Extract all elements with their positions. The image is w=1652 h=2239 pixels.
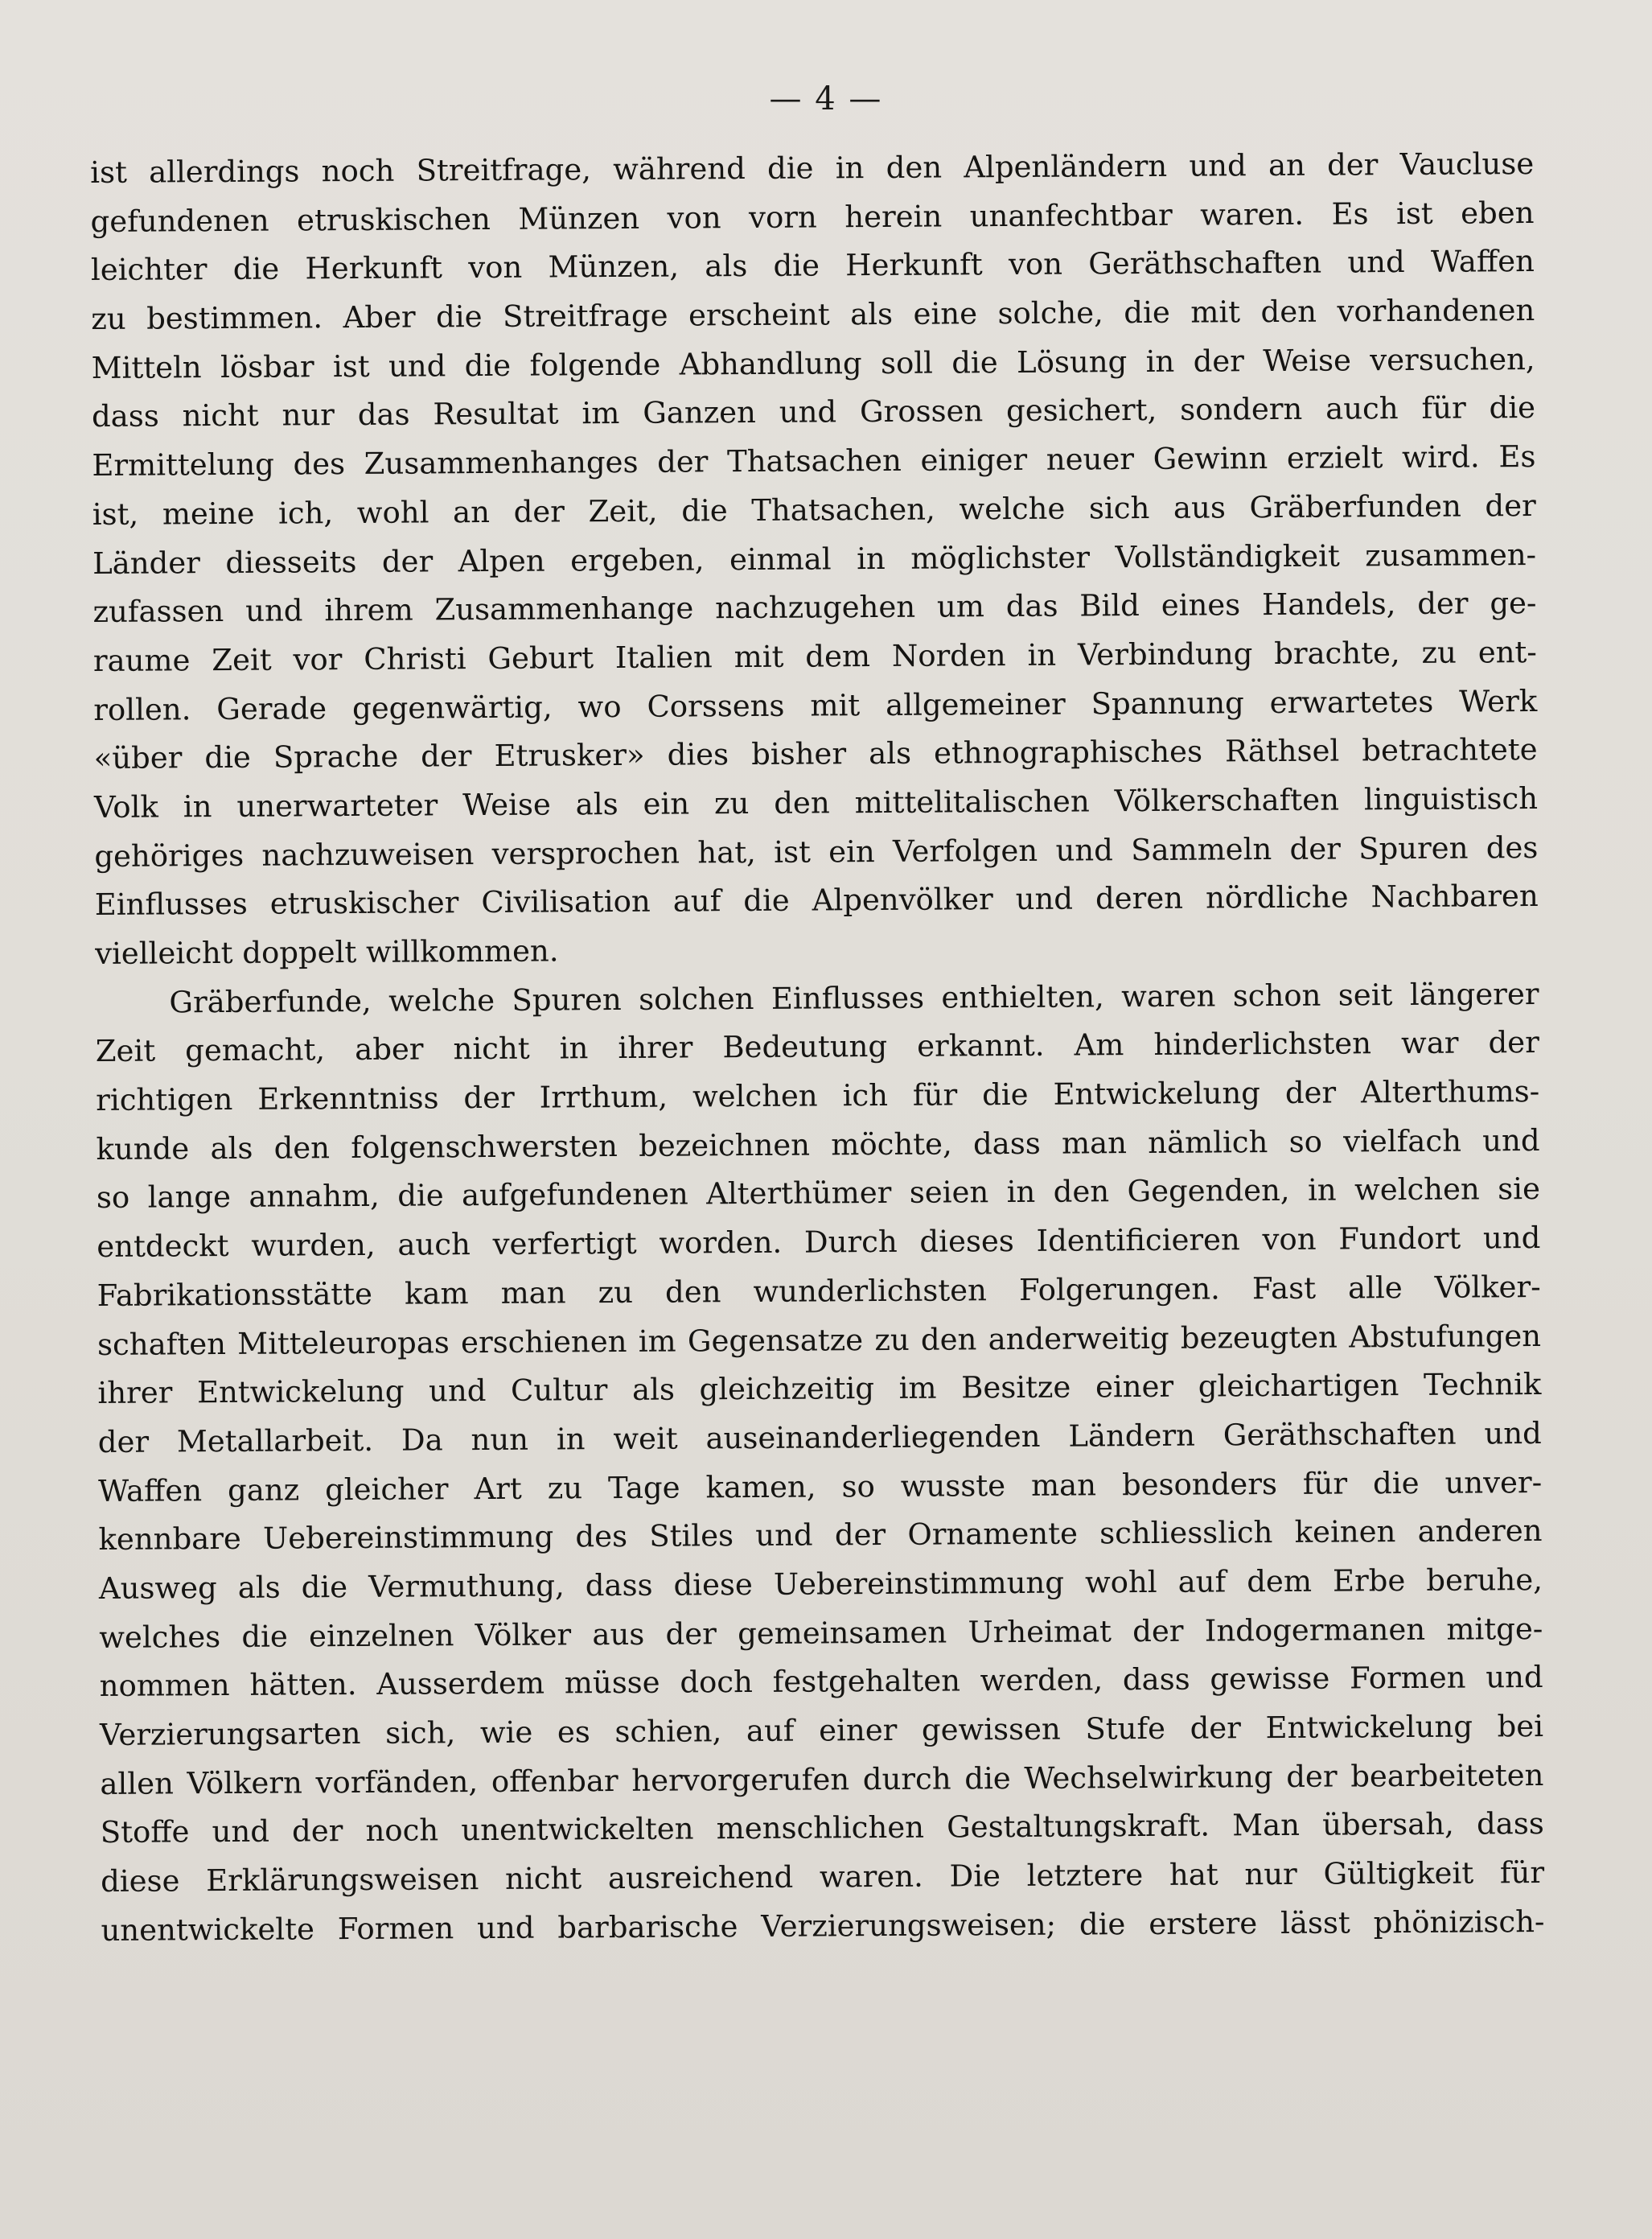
text-line: kunde als den folgenschwersten bezeichnen möchte, dass man nämlich so vielfach und — [96, 1122, 1540, 1167]
text-line: gefundenen etruskischen Münzen von vorn herein unanfechtbar waren. Es ist eben — [90, 195, 1535, 239]
page-number: — 4 — — [769, 80, 883, 117]
text-line: ihrer Entwickelung und Cultur als gleichzeitig im Besitze einer gleichartigen Technik — [97, 1367, 1542, 1411]
text-line: zu bestimmen. Aber die Streitfrage erscheint als eine solche, die mit den vorhandenen — [91, 293, 1535, 337]
text-line: rollen. Gerade gegenwärtig, wo Corssens mit allgemeiner Spannung erwartetes Werk — [93, 683, 1538, 727]
text-line: Einflusses etruskischer Civilisation auf die Alpenvölker und deren nördliche Nachbaren — [94, 879, 1539, 923]
text-line: Ausweg als die Vermuthung, dass diese Uebereinstimmung wohl auf dem Erbe beruhe, — [98, 1562, 1543, 1606]
text-line: Zeit gemacht, aber nicht in ihrer Bedeutung erkannt. Am hinderlichsten war der — [95, 1025, 1539, 1069]
text-line: Volk in unerwarteter Weise als ein zu den mittelitalischen Völkerschaften linguistisch — [93, 780, 1539, 825]
text-line: gehöriges nachzuweisen versprochen hat, ist ein Verfolgen und Sammeln der Spuren des — [94, 829, 1539, 874]
text-line: zufassen und ihrem Zusammenhange nachzugehen um das Bild eines Handels, der ge- — [92, 586, 1537, 630]
text-line: der Metallarbeit. Da nun in weit auseinanderliegenden Ländern Geräthschaften und — [97, 1415, 1542, 1459]
text-line: vielleicht doppelt willkommen. — [94, 933, 559, 971]
text-line: Stoffe und der noch unentwickelten menschlichen Gestaltungskraft. Man übersah, dass — [100, 1806, 1544, 1850]
text-line: ist allerdings noch Streitfrage, während die in den Alpenländern und an der Vaucluse — [90, 146, 1535, 190]
text-line: kennbare Uebereinstimmung des Stiles und der Ornamente schliesslich keinen anderen — [98, 1513, 1543, 1558]
text-line: Fabrikationsstätte kam man zu den wunderlichsten Folgerungen. Fast alle Völker- — [97, 1269, 1541, 1313]
text-line: dass nicht nur das Resultat im Ganzen und Grossen gesichert, sondern auch für die — [91, 390, 1536, 434]
text-line: allen Völkern vorfänden, offenbar hervorgerufen durch die Wechselwirkung der bearbeiteten — [100, 1757, 1544, 1801]
text-line: Waffen ganz gleicher Art zu Tage kamen, so wusste man besonders für die unver- — [98, 1464, 1543, 1508]
text-line: so lange annahm, die aufgefundenen Alterthümer seien in den Gegenden, in welchen sie — [96, 1171, 1541, 1216]
text-line: ist, meine ich, wohl an der Zeit, die Thatsachen, welche sich aus Gräberfunden der — [92, 488, 1536, 532]
text-line: Ermittelung des Zusammenhanges der Thatsachen einiger neuer Gewinn erzielt wird. Es — [92, 439, 1536, 484]
text-line: Gräberfunde, welche Spuren solchen Einflusses enthielten, waren schon seit längerer — [169, 976, 1539, 1020]
text-line: Verzierungsarten sich, wie es schien, auf einer gewissen Stufe der Entwickelung bei — [99, 1708, 1544, 1752]
text-line: entdeckt wurden, auch verfertigt worden. Durch dieses Identificieren von Fundort und — [97, 1220, 1541, 1265]
text-line: richtigen Erkenntniss der Irrthum, welchen ich für die Entwickelung der Alterthums- — [96, 1074, 1540, 1118]
text-line: Länder diesseits der Alpen ergeben, einmal in möglichster Vollständigkeit zusammen- — [92, 537, 1537, 581]
text-line: welches die einzelnen Völker aus der gemeinsamen Urheimat der Indogermanen mitge- — [99, 1611, 1543, 1655]
text-line: unentwickelte Formen und barbarische Verzierungsweisen; die erstere lässt phönizisch- — [101, 1904, 1545, 1948]
text-line: «über die Sprache der Etrusker» dies bisher als ethnographisches Räthsel betrachtete — [93, 732, 1538, 776]
text-line: raume Zeit vor Christi Geburt Italien mit dem Norden in Verbindung brachte, zu ent- — [92, 634, 1537, 678]
text-line: nommen hätten. Ausserdem müsse doch festgehalten werden, dass gewisse Formen und — [99, 1660, 1543, 1704]
body-text — [90, 140, 1545, 2031]
text-line: diese Erklärungsweisen nicht ausreichend waren. Die letztere hat nur Gültigkeit für — [101, 1855, 1545, 1899]
text-line: Mitteln lösbar ist und die folgende Abhandlung soll die Lösung in der Weise versuchen, — [91, 341, 1535, 385]
text-line: leichter die Herkunft von Münzen, als die Herkunft von Geräthschaften und Waffen — [90, 244, 1535, 288]
text-line: schaften Mitteleuropas erschienen im Gegensatze zu den anderweitig bezeugten Abstufungen — [97, 1318, 1542, 1362]
